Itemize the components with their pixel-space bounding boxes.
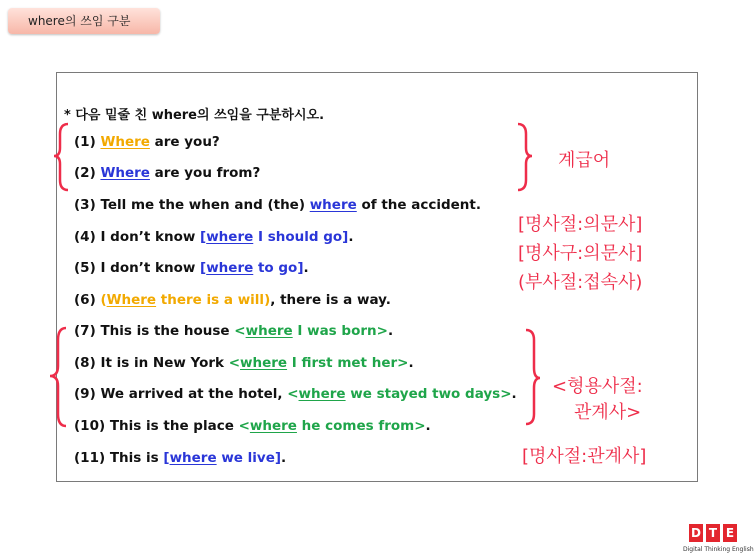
label-adjective-clause-2: 관계사> xyxy=(574,402,642,423)
bracket-open: ( xyxy=(100,292,107,308)
bracket-close: > xyxy=(500,386,512,402)
instruction-text: * 다음 밑줄 친 where의 쓰임을 구분하시오. xyxy=(64,108,325,123)
item-text: Tell me the when and (the) xyxy=(100,197,310,213)
clause-text: I first met her xyxy=(287,355,398,371)
item-text: are you? xyxy=(149,134,220,150)
underlined-where: where xyxy=(206,260,254,276)
right-brace-top xyxy=(518,124,532,190)
underlined-where: Where xyxy=(100,165,150,181)
bracket-open: < xyxy=(238,418,250,434)
bracket-open: < xyxy=(228,355,240,371)
item-number: (1) xyxy=(74,134,96,150)
item-text: This is the place xyxy=(109,418,239,434)
page-title: where의 쓰임 구분 xyxy=(28,14,131,28)
logo-letter: D xyxy=(689,524,703,542)
item-number: (5) xyxy=(74,260,96,276)
bracket-open: [ xyxy=(200,229,207,245)
item-text: . xyxy=(348,229,354,245)
item-number: (4) xyxy=(74,229,96,245)
label-noun-phrase-interrogative: [명사구:의문사] xyxy=(518,243,643,264)
clause-text: there is a will xyxy=(156,292,265,308)
label-interrogative-adverb: 계급어 xyxy=(558,150,611,171)
label-adverb-clause-conjunction: (부사절:접속사) xyxy=(518,272,643,293)
item-number: (7) xyxy=(74,323,96,339)
bracket-close: > xyxy=(397,355,409,371)
item-text: We arrived at the hotel, xyxy=(100,386,288,402)
item-number: (3) xyxy=(74,197,96,213)
left-brace-bottom xyxy=(50,328,66,426)
bracket-open: [ xyxy=(200,260,207,276)
right-brace-bottom xyxy=(526,330,540,424)
item-text: I don’t know xyxy=(100,229,201,245)
clause-text: I was born xyxy=(292,323,377,339)
underlined-where: where xyxy=(249,418,297,434)
bracket-close: > xyxy=(414,418,426,434)
underlined-where: where xyxy=(245,323,293,339)
bracket-open: < xyxy=(234,323,246,339)
item-text: . xyxy=(303,260,309,276)
bracket-close: ] xyxy=(274,450,282,466)
item-text: It is in New York xyxy=(100,355,229,371)
item-text: are you from? xyxy=(149,165,261,181)
item-text: This is xyxy=(109,450,164,466)
label-noun-clause-interrogative: [명사절:의문사] xyxy=(518,214,643,235)
item-text: , there is a way. xyxy=(270,292,391,308)
item-number: (11) xyxy=(74,450,106,466)
item-text: . xyxy=(387,323,394,339)
item-text: of the accident. xyxy=(356,197,481,213)
bracket-close: > xyxy=(376,323,388,339)
underlined-where: where xyxy=(309,197,357,213)
clause-text: I should go xyxy=(253,229,343,245)
bracket-close: ] xyxy=(297,260,304,276)
bracket-open: < xyxy=(287,386,299,402)
item-text: . xyxy=(425,418,431,434)
underlined-where: where xyxy=(206,229,254,245)
item-number: (6) xyxy=(74,292,96,308)
item-number: (2) xyxy=(74,165,96,181)
logo-letter: T xyxy=(706,524,720,542)
left-brace-top xyxy=(54,124,68,190)
clause-text: we live xyxy=(216,450,275,466)
logo-letter: E xyxy=(723,524,737,542)
clause-text: to go xyxy=(253,260,298,276)
underlined-where: where xyxy=(169,450,217,466)
clause-text: we stayed two days xyxy=(345,386,501,402)
item-text: . xyxy=(511,386,517,402)
bracket-close: ) xyxy=(264,292,271,308)
item-text: . xyxy=(408,355,414,371)
item-number: (10) xyxy=(74,418,106,434)
bracket-open: [ xyxy=(163,450,170,466)
item-number: (9) xyxy=(74,386,96,402)
logo-subtitle: Digital Thinking English xyxy=(683,546,754,553)
item-text: This is the house xyxy=(100,323,235,339)
item-text: I don’t know xyxy=(100,260,201,276)
underlined-where: where xyxy=(240,355,288,371)
label-adjective-clause-1: <형용사절: xyxy=(552,376,643,397)
underlined-where: where xyxy=(298,386,346,402)
clause-text: he comes from xyxy=(296,418,415,434)
label-noun-clause-relative: [명사절:관계사] xyxy=(522,446,647,467)
item-number: (8) xyxy=(74,355,96,371)
item-text: . xyxy=(281,450,287,466)
underlined-where: Where xyxy=(100,134,150,150)
bracket-close: ] xyxy=(342,229,349,245)
dte-logo xyxy=(689,524,737,544)
underlined-where: Where xyxy=(106,292,157,308)
